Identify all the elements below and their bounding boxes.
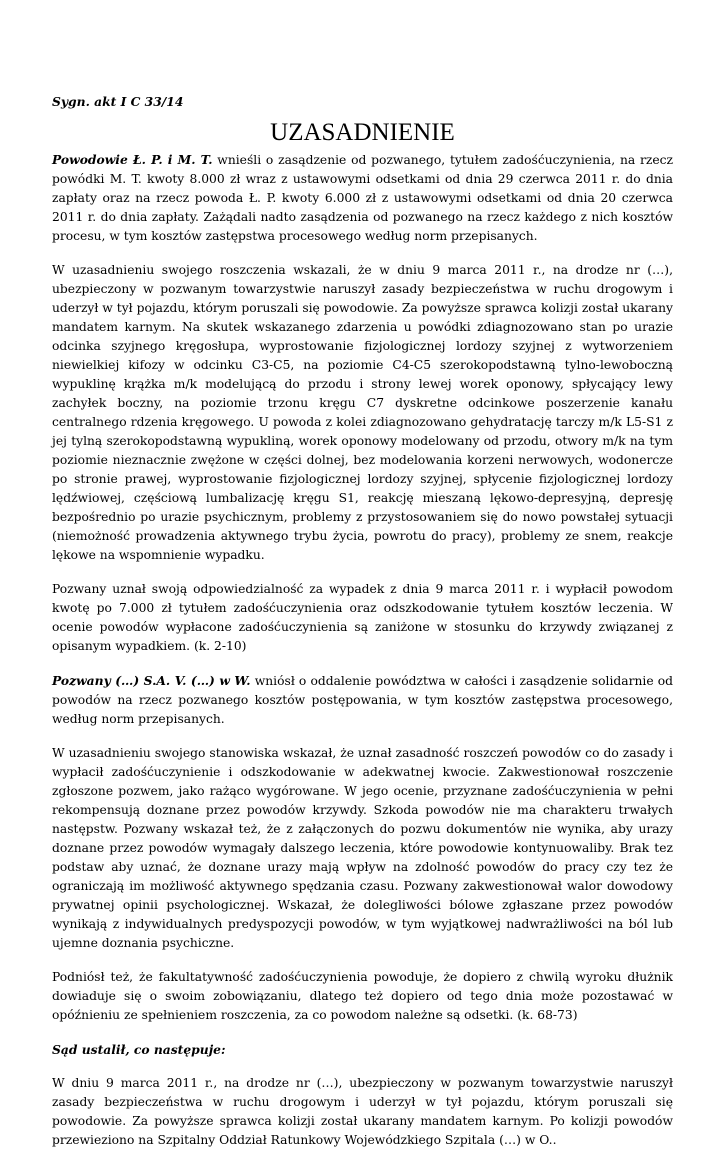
paragraph-claim-text: wnieśli o zasądzenie od pozwanego, tytułem zadośćuczynienia, na rzecz powódki M. T. kwoty 8.000 zł wraz z ustawowymi odsetkami od dnia 29 czerwca 2011 r. do dnia zapłaty oraz na rzecz powoda Ł. P. kwoty 6.000 zł z ustawowymi odsetkami od dnia 20 czerwca 2011 r. do dnia zapłaty. Zażądali nadto zasądzenia od pozwanego na rzecz każdego z nich kosztów procesu, w tym kosztów zastępstwa procesowego według norm przepisanych. bbox=[52, 153, 673, 243]
paragraph-claim bbox=[52, 150, 673, 246]
defendant-name: Pozwany (…) S.A. V. (…) w W. bbox=[52, 673, 251, 688]
section-heading-findings: Sąd ustalił, co następuje: bbox=[52, 1042, 226, 1057]
paragraph-claim-justification: W uzasadnieniu swojego roszczenia wskazali, że w dniu 9 marca 2011 r., na drodze nr (…), ubezpieczony w pozwanym towarzystwie naruszył zasady bezpieczeństwa w ruchu drogowym i uderzył w tył pojazdu, którym poruszali się powodowie. Za powyższe sprawca kolizji został ukarany mandatem karnym. Na skutek wskazanego zdarzenia u powódki zdiagnozowano stan po urazie odcinka szyjnego kręgosłupa, wyprostowanie fizjologicznej lordozy szyjnej z wytworzeniem niewielkiej kifozy w odcinku C3-C5, na poziomie C4-C5 szerokopodstawną tylno-lewoboczną wypuklinę krążka m/k modelującą do przodu i strony lewej worek oponowy, spłycający lewy zachyłek boczny, na poziomie trzonu kręgu C7 dyskretne odcinkowe poszerzenie kanału centralnego rdzenia kręgowego. U powoda z kolei zdiagnozowano gehydratację tarczy m/k L5-S1 z jej tylną szerokopodstawną wypukliną, worek oponowy modelowany od przodu, otwory m/k na tym poziomie nieznacznie zwężone w części dolnej, bez modelowania korzeni nerwowych, wodonercze po stronie prawej, wyprostowanie fizjologicznej lordozy szyjnej, spłycenie fizjologicznej lordozy lędźwiowej, częściową lumbalizację kręgu S1, reakcję mieszaną lękowo-depresyjną, depresję bezpośrednio po urazie psychicznym, problemy z przystosowaniem się do nowo powstałej sytuacji (niemożność prowadzenia aktywnego trybu życia, powrotu do pracy), problemy ze snem, reakcje lękowe na wspomnienie wypadku. bbox=[52, 263, 673, 562]
document-title: UZASADNIENIE bbox=[270, 119, 455, 146]
paragraph-defendant bbox=[52, 671, 673, 729]
case-reference: Sygn. akt I C 33/14 bbox=[52, 94, 184, 109]
paragraph-liability: Pozwany uznał swoją odpowiedzialność za wypadek z dnia 9 marca 2011 r. i wypłacił powodom kwotę po 7.000 zł tytułem zadośćuczynienia oraz odszkodowanie tytułem kosztów leczenia. W ocenie powodów wypłacone zadośćuczynienia są zaniżone w stosunku do krzywdy związanej z opisanym wypadkiem. (k. 2-10) bbox=[52, 582, 673, 653]
paragraph-interest: Podniósł też, że fakultatywność zadośćuczynienia powoduje, że dopiero z chwilą wyroku dłużnik dowiaduje się o swoim zobowiązaniu, dlatego też dopiero od tego dnia może pozostawać w opóźnieniu ze spełnieniem roszczenia, za co powodom należne są odsetki. (k. 68-73) bbox=[52, 970, 673, 1022]
paragraph-findings: W dniu 9 marca 2011 r., na drodze nr (…), ubezpieczony w pozwanym towarzystwie naruszył zasady bezpieczeństwa w ruchu drogowym i uderzył w tył pojazdu, którym poruszali się powodowie. Za powyższe sprawca kolizji został ukarany mandatem karnym. Po kolizji powodów przewieziono na Szpitalny Oddział Ratunkowy Wojewódzkiego Szpitala (…) w O.. bbox=[52, 1076, 673, 1147]
paragraph-defendant-position: W uzasadnieniu swojego stanowiska wskazał, że uznał zasadność roszczeń powodów co do zasady i wypłacił zadośćuczynienie i odszkodowanie w adekwatnej kwocie. Zakwestionował roszczenie zgłoszone pozwem, jako rażąco wygórowane. W jego ocenie, przyznane zadośćuczynienia w pełni rekompensują doznane przez powodów krzywdy. Szkoda powodów nie ma charakteru trwałych następstw. Pozwany wskazał też, że z załączonych do pozwu dokumentów nie wynika, aby urazy doznane przez powodów wymagały dalszego leczenia, które powodowie kontynuowaliby. Brak tez podstaw aby uznać, że doznane urazy mają wpływ na zdolność powodów do pracy czy tez że ograniczają im możliwość aktywnego spędzania czasu. Pozwany zakwestionował walor dowodowy prywatnej opinii psychologicznej. Wskazał, że dolegliwości bólowe zgłaszane przez powodów wynikają z indywidualnych predyspozycji powodów, w tym wyjątkowej nadwrażliwości na ból lub ujemne doznania psychiczne. bbox=[52, 746, 673, 950]
plaintiffs-name: Powodowie Ł. P. i M. T. bbox=[52, 152, 213, 167]
paragraph-defendant-text: wniósł o oddalenie powództwa w całości i zasądzenie solidarnie od powodów na rzecz pozwanego kosztów postępowania, w tym kosztów zastępstwa procesowego, według norm przepisanych. bbox=[52, 674, 673, 726]
